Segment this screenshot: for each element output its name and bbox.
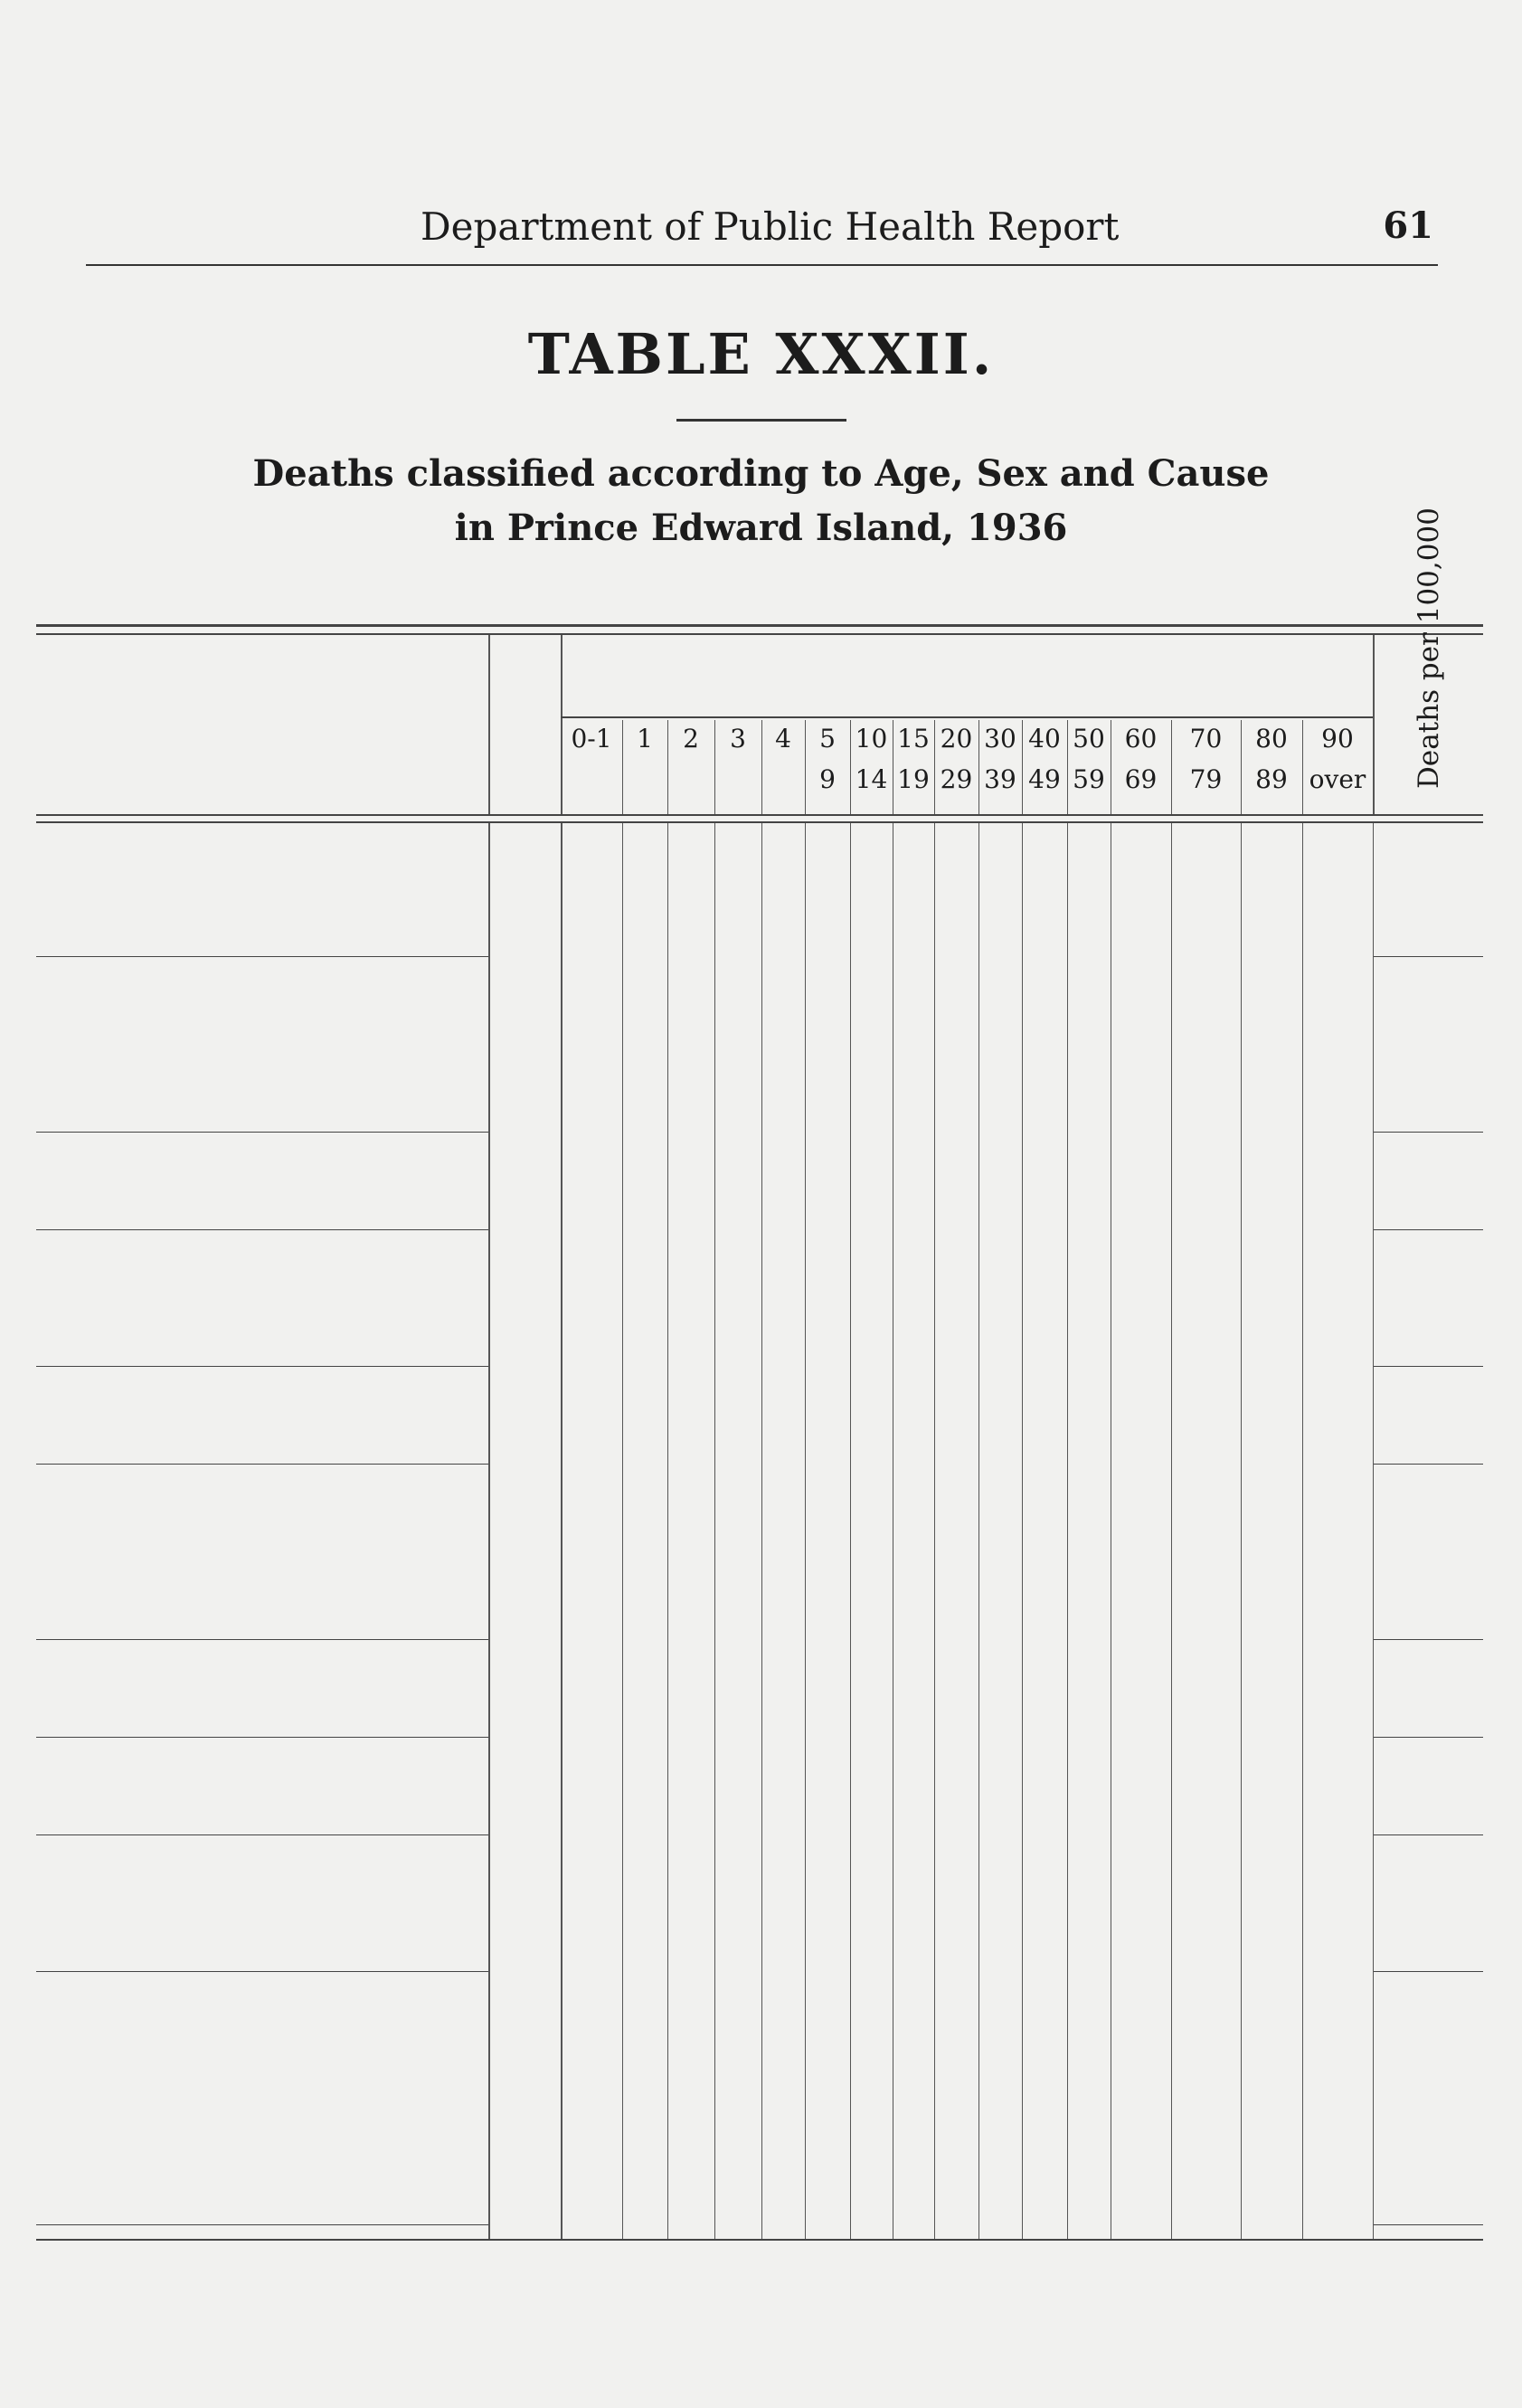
age-group-header-7-lower: 19 bbox=[897, 764, 930, 794]
age-column-rule-body-4 bbox=[761, 823, 762, 2239]
age-column-rule-head-11 bbox=[1067, 720, 1068, 814]
age-group-header-0: 0-1 bbox=[571, 724, 612, 754]
age-column-rule-head-4 bbox=[761, 720, 762, 814]
age-group-header-8-lower: 29 bbox=[940, 764, 973, 794]
age-group-header-3: 3 bbox=[730, 724, 746, 754]
group-separator-rate-4 bbox=[1373, 1464, 1483, 1465]
group-separator-rate-8 bbox=[1373, 1971, 1483, 1972]
group-separator-8 bbox=[36, 1971, 488, 1972]
group-separator-1 bbox=[36, 1132, 488, 1133]
age-group-header-6: 10 bbox=[855, 724, 888, 754]
age-group-header-4: 4 bbox=[775, 724, 791, 754]
age-group-header-7: 15 bbox=[897, 724, 930, 754]
age-group-header-5-lower: 9 bbox=[819, 764, 836, 794]
running-title: Department of Public Health Report bbox=[421, 204, 1120, 249]
age-group-header-12: 60 bbox=[1124, 724, 1158, 754]
table-bottom-rule bbox=[36, 2239, 1483, 2241]
group-separator-rate-3 bbox=[1373, 1366, 1483, 1367]
age-column-rule-head-10 bbox=[1022, 720, 1023, 814]
age-group-header-5: 5 bbox=[819, 724, 836, 754]
group-separator-6 bbox=[36, 1737, 488, 1738]
age-group-header-11: 50 bbox=[1073, 724, 1105, 754]
age-column-rule-body-11 bbox=[1067, 823, 1068, 2239]
age-column-rule-head-2 bbox=[667, 720, 668, 814]
table-top-rule bbox=[36, 624, 1483, 627]
age-column-rule-body-5 bbox=[805, 823, 806, 2239]
age-group-header-10: 40 bbox=[1028, 724, 1061, 754]
group-separator-9 bbox=[36, 2224, 488, 2225]
age-column-rule-head-15 bbox=[1302, 720, 1303, 814]
age-column-rule-body-16 bbox=[1373, 823, 1374, 2239]
age-column-rule-body-15 bbox=[1302, 823, 1303, 2239]
group-separator-rate-7 bbox=[1373, 1834, 1483, 1835]
group-separator-rate-6 bbox=[1373, 1737, 1483, 1738]
age-header-rule bbox=[561, 716, 1373, 718]
age-group-header-13: 70 bbox=[1189, 724, 1223, 754]
header-bottom-rule bbox=[36, 814, 1483, 816]
page-number: 61 bbox=[1383, 204, 1433, 247]
table-top-rule-2 bbox=[36, 633, 1483, 635]
table-subtitle-line-2: in Prince Edward Island, 1936 bbox=[454, 507, 1068, 549]
age-column-rule-body-3 bbox=[714, 823, 715, 2239]
age-column-rule-head-6 bbox=[850, 720, 851, 814]
age-group-header-15-lower: over bbox=[1309, 764, 1366, 794]
age-group-header-14-lower: 89 bbox=[1255, 764, 1288, 794]
age-group-header-1: 1 bbox=[637, 724, 653, 754]
group-separator-2 bbox=[36, 1229, 488, 1230]
age-column-rule-head-8 bbox=[934, 720, 935, 814]
total-column-rule-body bbox=[561, 823, 562, 2239]
age-group-header-10-lower: 49 bbox=[1028, 764, 1061, 794]
group-separator-4 bbox=[36, 1464, 488, 1465]
group-separator-7 bbox=[36, 1834, 488, 1835]
table-subtitle-line-1: Deaths classified according to Age, Sex and Cause bbox=[252, 452, 1270, 495]
age-group-header-13-lower: 79 bbox=[1189, 764, 1223, 794]
age-group-header-6-lower: 14 bbox=[855, 764, 888, 794]
age-column-rule-body-10 bbox=[1022, 823, 1023, 2239]
group-separator-rate-2 bbox=[1373, 1229, 1483, 1230]
age-group-header-15: 90 bbox=[1321, 724, 1354, 754]
group-separator-rate-9 bbox=[1373, 2224, 1483, 2225]
header-bottom-rule-2 bbox=[36, 821, 1483, 823]
age-column-rule-body-6 bbox=[850, 823, 851, 2239]
rate-column-rule bbox=[1373, 635, 1375, 814]
age-group-header-9: 30 bbox=[984, 724, 1016, 754]
age-column-rule-head-13 bbox=[1171, 720, 1172, 814]
group-separator-3 bbox=[36, 1366, 488, 1367]
group-separator-rate-1 bbox=[1373, 1132, 1483, 1133]
age-column-rule-head-9 bbox=[978, 720, 979, 814]
age-column-rule-body-14 bbox=[1241, 823, 1242, 2239]
age-column-rule-head-5 bbox=[805, 720, 806, 814]
deaths-per-100000-header: Deaths per 100,000 bbox=[1413, 507, 1445, 789]
age-column-rule-body-8 bbox=[934, 823, 935, 2239]
age-group-header-9-lower: 39 bbox=[984, 764, 1016, 794]
age-column-rule-body-13 bbox=[1171, 823, 1172, 2239]
sex-column-rule-body bbox=[488, 823, 490, 2239]
age-group-header-8: 20 bbox=[940, 724, 973, 754]
age-column-rule-head-1 bbox=[622, 720, 623, 814]
age-group-header-11-lower: 59 bbox=[1073, 764, 1105, 794]
age-column-rule-body-9 bbox=[978, 823, 979, 2239]
table-title: TABLE XXXII. bbox=[527, 321, 995, 387]
age-column-rule-body-2 bbox=[667, 823, 668, 2239]
sex-column-rule bbox=[488, 635, 490, 814]
group-separator-5 bbox=[36, 1639, 488, 1640]
age-group-header-12-lower: 69 bbox=[1124, 764, 1158, 794]
group-separator-0 bbox=[36, 956, 488, 957]
age-column-rule-head-3 bbox=[714, 720, 715, 814]
group-separator-rate-5 bbox=[1373, 1639, 1483, 1640]
age-column-rule-body-1 bbox=[622, 823, 623, 2239]
age-group-header-2: 2 bbox=[683, 724, 699, 754]
group-separator-rate-0 bbox=[1373, 956, 1483, 957]
age-group-header-14: 80 bbox=[1255, 724, 1288, 754]
age-column-rule-head-14 bbox=[1241, 720, 1242, 814]
